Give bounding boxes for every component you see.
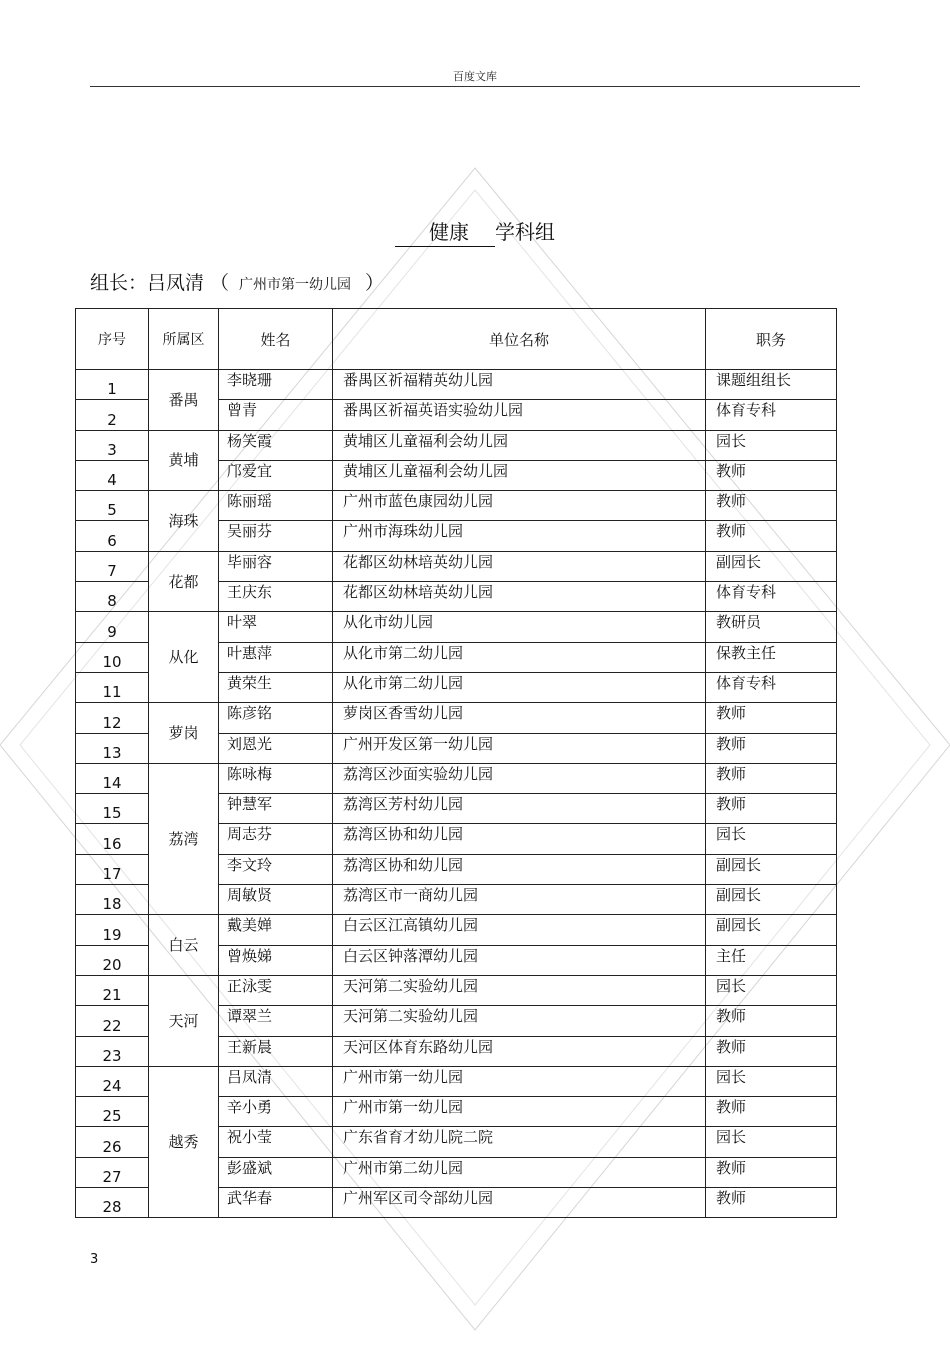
role-cell: 园长: [706, 1066, 837, 1096]
role-cell: 教师: [706, 491, 837, 521]
name-cell: 周敏贤: [219, 885, 333, 915]
unit-cell: 广州开发区第一幼儿园: [333, 733, 706, 763]
table-row: [76, 551, 837, 581]
table-row: [76, 430, 837, 460]
seq-cell: 8: [76, 582, 149, 612]
district-cell: 黄埔: [149, 430, 219, 491]
header-unit: 单位名称: [333, 309, 706, 370]
unit-cell: 从化市幼儿园: [333, 612, 706, 642]
name-cell: 周志芬: [219, 824, 333, 854]
table-row: [76, 491, 837, 521]
table-row: [76, 703, 837, 733]
unit-cell: 番禺区祈福英语实验幼儿园: [333, 400, 706, 430]
district-cell: 白云: [149, 915, 219, 976]
seq-cell: 23: [76, 1036, 149, 1066]
role-cell: 教师: [706, 521, 837, 551]
name-cell: 曾青: [219, 400, 333, 430]
role-cell: 园长: [706, 430, 837, 460]
seq-cell: 5: [76, 491, 149, 521]
seq-cell: 25: [76, 1097, 149, 1127]
district-cell: 越秀: [149, 1066, 219, 1217]
seq-cell: 26: [76, 1127, 149, 1157]
unit-cell: 荔湾区沙面实验幼儿园: [333, 763, 706, 793]
table-header-row: [76, 309, 837, 370]
unit-cell: 花都区幼林培英幼儿园: [333, 551, 706, 581]
role-cell: 教师: [706, 1157, 837, 1187]
unit-cell: 广州市第一幼儿园: [333, 1066, 706, 1096]
table-row: [76, 763, 837, 793]
seq-cell: 19: [76, 915, 149, 945]
role-cell: 副园长: [706, 915, 837, 945]
role-cell: 园长: [706, 824, 837, 854]
district-cell: 从化: [149, 612, 219, 703]
seq-cell: 3: [76, 430, 149, 460]
title-subject: 健康: [395, 220, 495, 247]
name-cell: 钟慧军: [219, 794, 333, 824]
district-cell: 荔湾: [149, 763, 219, 914]
name-cell: 正泳雯: [219, 975, 333, 1005]
title-suffix: 学科组: [495, 220, 555, 244]
name-cell: 毕丽容: [219, 551, 333, 581]
seq-cell: 21: [76, 975, 149, 1005]
name-cell: 吕凤清: [219, 1066, 333, 1096]
name-cell: 戴美婵: [219, 915, 333, 945]
seq-cell: 7: [76, 551, 149, 581]
unit-cell: 黄埔区儿童福利会幼儿园: [333, 460, 706, 490]
role-cell: 体育专科: [706, 582, 837, 612]
role-cell: 教师: [706, 1036, 837, 1066]
name-cell: 叶惠萍: [219, 642, 333, 672]
role-cell: 教师: [706, 703, 837, 733]
name-cell: 李晓珊: [219, 370, 333, 400]
district-cell: 海珠: [149, 491, 219, 552]
name-cell: 陈咏梅: [219, 763, 333, 793]
name-cell: 武华春: [219, 1188, 333, 1218]
unit-cell: 荔湾区芳村幼儿园: [333, 794, 706, 824]
name-cell: 陈丽瑶: [219, 491, 333, 521]
name-cell: 杨笑霞: [219, 430, 333, 460]
unit-cell: 从化市第二幼儿园: [333, 672, 706, 702]
unit-cell: 广州市第一幼儿园: [333, 1097, 706, 1127]
role-cell: 教研员: [706, 612, 837, 642]
name-cell: 曾焕娣: [219, 945, 333, 975]
role-cell: 副园长: [706, 885, 837, 915]
role-cell: 体育专科: [706, 672, 837, 702]
seq-cell: 14: [76, 763, 149, 793]
name-cell: 王新晨: [219, 1036, 333, 1066]
leader-label: 组长：吕凤清: [90, 272, 205, 294]
seq-cell: 28: [76, 1188, 149, 1218]
seq-cell: 18: [76, 885, 149, 915]
document-title: [0, 220, 950, 247]
unit-cell: 白云区钟落潭幼儿园: [333, 945, 706, 975]
name-cell: 邝爱宜: [219, 460, 333, 490]
unit-cell: 花都区幼林培英幼儿园: [333, 582, 706, 612]
name-cell: 陈彦铭: [219, 703, 333, 733]
role-cell: 园长: [706, 1127, 837, 1157]
unit-cell: 广州市第二幼儿园: [333, 1157, 706, 1187]
district-cell: 番禺: [149, 370, 219, 431]
seq-cell: 15: [76, 794, 149, 824]
table-row: [76, 612, 837, 642]
seq-cell: 6: [76, 521, 149, 551]
unit-cell: 萝岗区香雪幼儿园: [333, 703, 706, 733]
header-rule: [90, 86, 860, 87]
role-cell: 副园长: [706, 551, 837, 581]
table-row: [76, 370, 837, 400]
unit-cell: 广东省育才幼儿院二院: [333, 1127, 706, 1157]
seq-cell: 12: [76, 703, 149, 733]
role-cell: 副园长: [706, 854, 837, 884]
seq-cell: 9: [76, 612, 149, 642]
name-cell: 吴丽芬: [219, 521, 333, 551]
table-row: [76, 915, 837, 945]
seq-cell: 1: [76, 370, 149, 400]
role-cell: 课题组组长: [706, 370, 837, 400]
unit-cell: 从化市第二幼儿园: [333, 642, 706, 672]
seq-cell: 13: [76, 733, 149, 763]
role-cell: 主任: [706, 945, 837, 975]
name-cell: 叶翠: [219, 612, 333, 642]
header-name: 姓名: [219, 309, 333, 370]
unit-cell: 番禺区祈福精英幼儿园: [333, 370, 706, 400]
unit-cell: 黄埔区儿童福利会幼儿园: [333, 430, 706, 460]
unit-cell: 广州市蓝色康园幼儿园: [333, 491, 706, 521]
leader-close-paren: ）: [365, 272, 385, 294]
name-cell: 辛小勇: [219, 1097, 333, 1127]
role-cell: 体育专科: [706, 400, 837, 430]
role-cell: 教师: [706, 794, 837, 824]
role-cell: 教师: [706, 1097, 837, 1127]
page-number: 3: [90, 1252, 99, 1267]
unit-cell: 天河第二实验幼儿园: [333, 1006, 706, 1036]
unit-cell: 荔湾区市一商幼儿园: [333, 885, 706, 915]
role-cell: 保教主任: [706, 642, 837, 672]
name-cell: 彭盛斌: [219, 1157, 333, 1187]
table-row: [76, 1066, 837, 1096]
unit-cell: 广州市海珠幼儿园: [333, 521, 706, 551]
member-table: [75, 308, 837, 1218]
leader-org: 广州市第一幼儿园: [239, 277, 352, 293]
seq-cell: 2: [76, 400, 149, 430]
seq-cell: 4: [76, 460, 149, 490]
table-body: [76, 370, 837, 1218]
role-cell: 教师: [706, 1188, 837, 1218]
seq-cell: 16: [76, 824, 149, 854]
page-header: 百度文库: [453, 70, 497, 83]
role-cell: 园长: [706, 975, 837, 1005]
unit-cell: 白云区江高镇幼儿园: [333, 915, 706, 945]
name-cell: 刘恩光: [219, 733, 333, 763]
leader-open-paren: （: [210, 272, 230, 294]
district-cell: 花都: [149, 551, 219, 612]
seq-cell: 22: [76, 1006, 149, 1036]
seq-cell: 10: [76, 642, 149, 672]
unit-cell: 荔湾区协和幼儿园: [333, 854, 706, 884]
seq-cell: 24: [76, 1066, 149, 1096]
district-cell: 天河: [149, 975, 219, 1066]
name-cell: 谭翠兰: [219, 1006, 333, 1036]
name-cell: 黄荣生: [219, 672, 333, 702]
name-cell: 祝小莹: [219, 1127, 333, 1157]
unit-cell: 荔湾区协和幼儿园: [333, 824, 706, 854]
role-cell: 教师: [706, 1006, 837, 1036]
header-role: 职务: [706, 309, 837, 370]
role-cell: 教师: [706, 763, 837, 793]
group-leader-line: [90, 268, 384, 295]
name-cell: 王庆东: [219, 582, 333, 612]
header-district: 所属区: [149, 309, 219, 370]
unit-cell: 广州军区司令部幼儿园: [333, 1188, 706, 1218]
table-row: [76, 975, 837, 1005]
seq-cell: 17: [76, 854, 149, 884]
header-seq: 序号: [76, 309, 149, 370]
role-cell: 教师: [706, 460, 837, 490]
unit-cell: 天河第二实验幼儿园: [333, 975, 706, 1005]
seq-cell: 20: [76, 945, 149, 975]
name-cell: 李文玲: [219, 854, 333, 884]
unit-cell: 天河区体育东路幼儿园: [333, 1036, 706, 1066]
district-cell: 萝岗: [149, 703, 219, 764]
seq-cell: 11: [76, 672, 149, 702]
seq-cell: 27: [76, 1157, 149, 1187]
role-cell: 教师: [706, 733, 837, 763]
